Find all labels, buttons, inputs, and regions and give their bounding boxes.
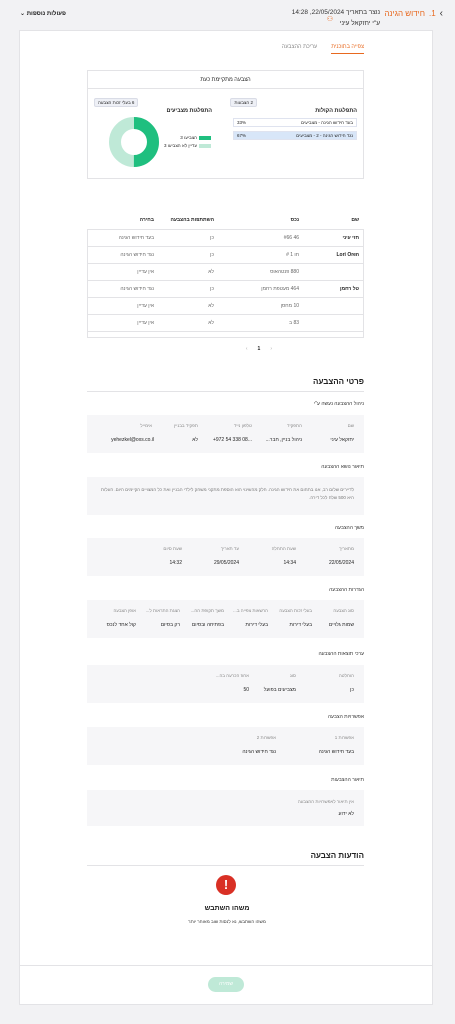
vote-status-panel — [87, 70, 364, 179]
desc-heading: תיאור ההצבעות — [331, 777, 364, 783]
more-actions-button[interactable]: פעולות נוספות ⌄ — [20, 11, 66, 17]
tab-view-plan[interactable]: צפייה בתוכנית — [331, 44, 364, 54]
main-card — [19, 30, 433, 1005]
subject-box: לדיירים שלום רב, אנו בתחום את חידוש הגינה. חלק מהשינוי הוא הוספת מתקני משחק לילדי הבניין ואת כל המצויים הקיימים היום. העלות היא 500 שלח לכל דירה. — [87, 477, 364, 515]
voters-count-badge: 6 בעלי זכות הצבעה — [94, 98, 138, 107]
options-title: התפלגות הקולות — [315, 108, 357, 114]
error-icon: ! — [216, 875, 236, 895]
voters-title: התפלגות מצביעים — [166, 108, 212, 114]
col-choice: בחירה — [87, 211, 159, 229]
divider — [87, 865, 364, 866]
table-row[interactable]: Lori Oren חו 1 # כן נגד חידוש הגינה — [87, 246, 364, 263]
breadcrumb[interactable] — [384, 8, 443, 19]
table-row[interactable]: חזי עיני 46 #66 כן בעד חידוש הגינה — [87, 229, 364, 246]
next-page-button[interactable]: › — [245, 346, 248, 352]
legend-item-voted: הצביעו 3 — [164, 134, 211, 142]
option-bar: בעד חידוש הגינה - מצביעים 33% — [233, 118, 357, 127]
options-box: אפשרות 1 אפשרות 2 בעד חידוש הגינה נגד חידוש הגינה — [87, 727, 364, 765]
legend-swatch — [199, 136, 211, 140]
settings-box: סוג הצבעה בעלי זכות הצבעה הרשאות צפייה ב... משך תקופת הה... הצגת התראות ל... אופן הצבעה שמות גלויים בעלי דירות בעלי דירות בפתיחה ובסיום רק בסיום קול אחד לנכס — [87, 600, 364, 638]
error-title: משהו השתבש — [204, 905, 250, 912]
voters-donut-chart — [108, 116, 160, 168]
table-row[interactable]: 880 פנטהאוס לא אין עדיין — [87, 263, 364, 280]
subject-heading: תיאור נושא ההצבעה — [321, 464, 364, 470]
options-count-badge: 2 הצבעות — [230, 98, 257, 107]
legend-item-not-voted: עדיין לא הצביעו 3 — [164, 142, 211, 150]
table-row[interactable]: 83 ב לא אין עדיין — [87, 314, 364, 331]
settings-heading: הגדרות ההצבעה — [329, 587, 364, 593]
vote-status-title: הצבעה מתקיימת כעת — [88, 71, 363, 89]
created-by: ע"י יחזקאל עיני — [339, 20, 380, 27]
messages-section-title: הודעות הצבעה — [310, 851, 364, 860]
legend-swatch — [199, 144, 211, 148]
table-row[interactable]: טל רחמן 464 מעטפת רחמן כן נגד חידוש הגינה — [87, 280, 364, 297]
details-section-title: פרטי ההצבעה — [313, 377, 364, 386]
manager-email[interactable]: yehezkel@oxs.co.il — [111, 437, 154, 443]
breadcrumb-title: חידוש הגינה — [384, 9, 425, 18]
values-heading: ערכי תוצאות ההצבעה — [318, 651, 364, 657]
chevron-down-icon: ⌄ — [20, 11, 26, 17]
tabs — [282, 44, 364, 54]
voters-legend — [164, 134, 211, 150]
error-text: משהו השתבש, נא לנסות שוב מאוחר יותר — [188, 919, 266, 924]
duration-heading: משך ההצבעה — [334, 525, 364, 531]
page-number[interactable]: 1 — [257, 346, 261, 352]
manager-heading: ניהול ההצבעה נעשה ע"י — [313, 401, 364, 407]
manager-box: שם התפקיד טלפון נייד תפקיד בבניין אימייל יחזקאל עיני ניהול בניין, חבר... +972 54 338 08... לא yehezkel@oxs.co.il — [87, 415, 364, 453]
save-button[interactable]: שמירה — [208, 977, 244, 992]
table-header-row — [87, 211, 364, 229]
pagination — [246, 346, 272, 352]
footer-divider — [20, 965, 432, 966]
tab-edit-vote[interactable]: עריכת ההצבעה — [281, 44, 318, 50]
top-bar — [0, 0, 455, 30]
options-bars — [233, 118, 357, 140]
divider — [87, 391, 364, 392]
breadcrumb-number: 1. — [428, 9, 436, 18]
col-asset: נכס — [219, 211, 304, 229]
table-row[interactable]: 10 מחסן לא אין עדיין — [87, 297, 364, 314]
col-participation: השתתפות בהצבעה — [159, 211, 219, 229]
chevron-right-icon[interactable]: › — [439, 8, 443, 19]
created-date: נוצר בתאריך 22/05/2024, 14:28 — [291, 9, 380, 16]
option-bar: נגד חידוש הגינה - 2 - מצביעים 67% — [233, 131, 357, 140]
col-name: שם — [304, 211, 364, 229]
members-table — [87, 211, 364, 332]
desc-box: אין תיאור לאפשרויות ההצבעה לא ידוע — [87, 790, 364, 826]
duration-box: מתאריך שעת התחלה עד תאריך שעת סיום 22/05/2024 14:34 29/05/2024 14:32 — [87, 538, 364, 576]
values-box: הוחלטה סוג אחוז הכרעה בה... כן מצביעים בפועל 50 — [87, 665, 364, 703]
options-heading: אפשרויות הצבעה — [327, 714, 364, 720]
prev-page-button[interactable]: ‹ — [270, 346, 272, 352]
user-icon: ⚇ — [326, 16, 333, 23]
